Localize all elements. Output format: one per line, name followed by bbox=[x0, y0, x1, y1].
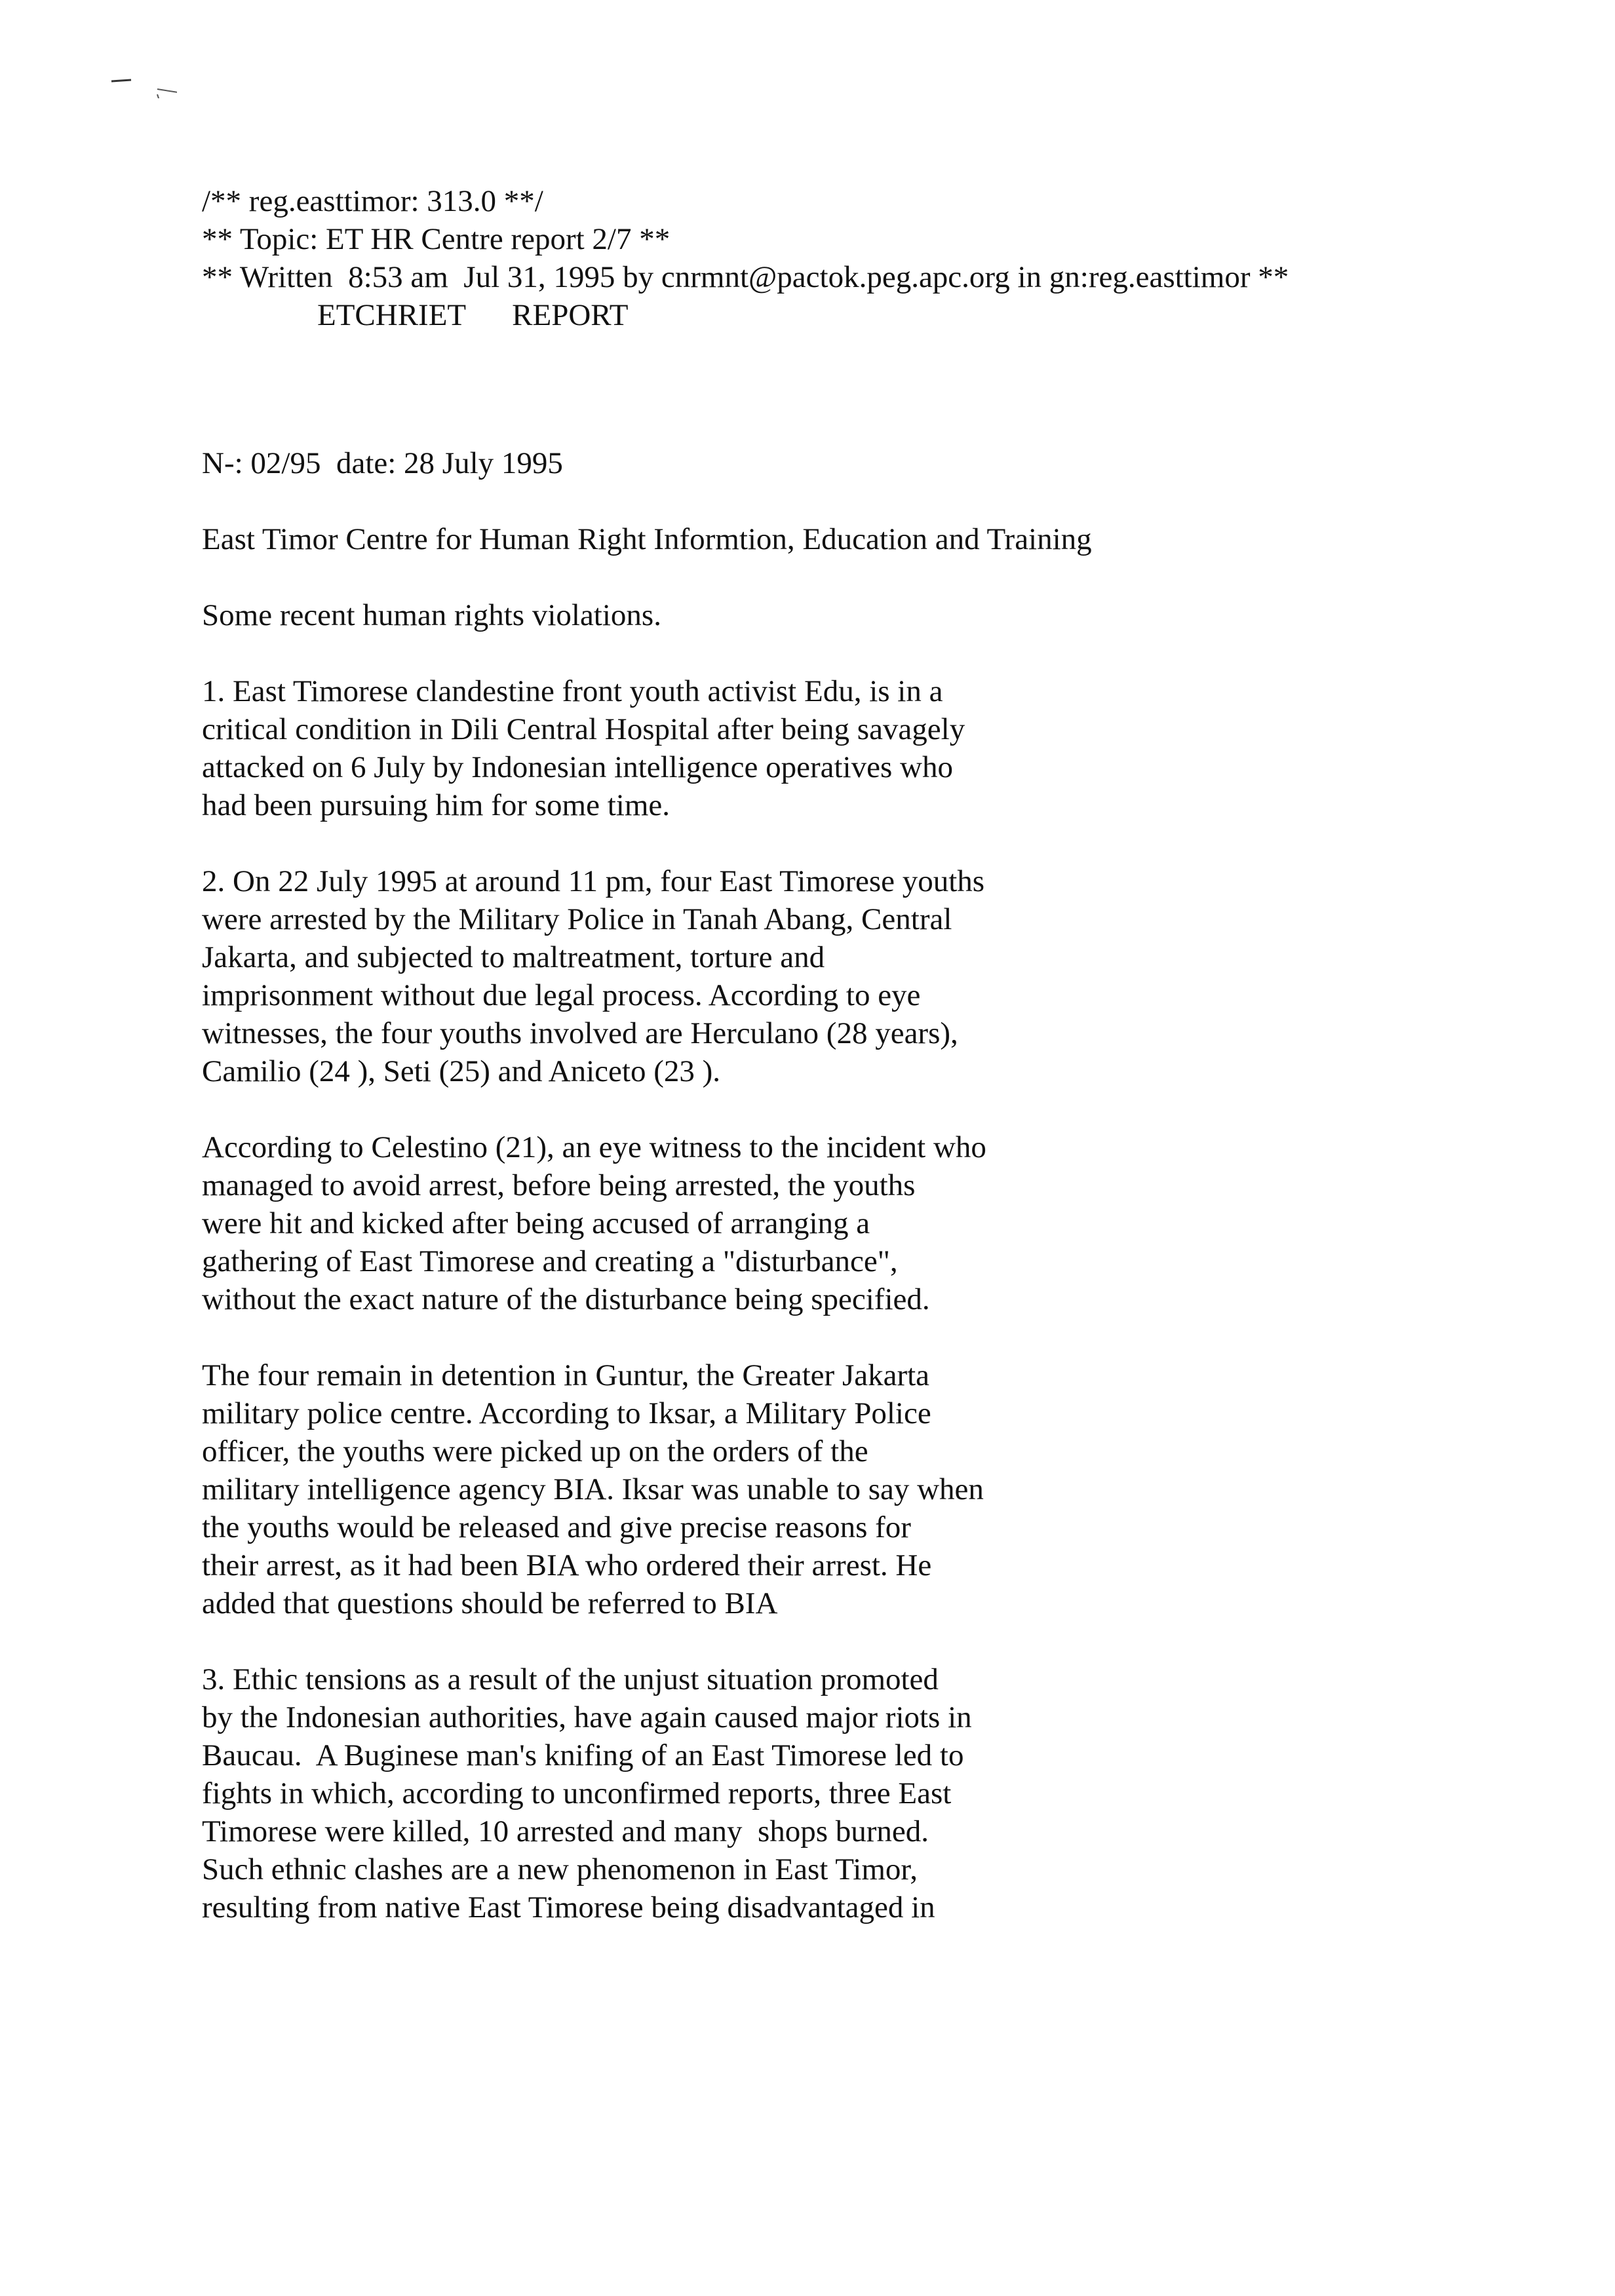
report-title-part: REPORT bbox=[512, 298, 629, 332]
paragraph bbox=[202, 596, 1447, 634]
text-line: their arrest, as it had been BIA who ordered their arrest. He bbox=[202, 1548, 932, 1582]
text-line: N-: 02/95 date: 28 July 1995 bbox=[202, 446, 563, 480]
paragraph bbox=[202, 1660, 1447, 1926]
text-line: Jakarta, and subjected to maltreatment, torture and bbox=[202, 940, 825, 974]
text-line: resulting from native East Timorese being disadvantaged in bbox=[202, 1890, 935, 1924]
text-line: were hit and kicked after being accused of arranging a bbox=[202, 1206, 870, 1240]
text-line: 3. Ethic tensions as a result of the unjust situation promoted bbox=[202, 1662, 939, 1696]
text-line: military police centre. According to Iksar, a Military Police bbox=[202, 1396, 931, 1430]
header-line: ** Topic: ET HR Centre report 2/7 ** bbox=[202, 222, 671, 256]
report-title-part: ETCHRIET bbox=[317, 298, 467, 332]
text-line: Such ethnic clashes are a new phenomenon in East Timor, bbox=[202, 1852, 918, 1886]
text-line: witnesses, the four youths involved are Herculano (28 years), bbox=[202, 1016, 958, 1050]
paragraph bbox=[202, 444, 1447, 482]
paragraph bbox=[202, 1356, 1447, 1622]
text-line: without the exact nature of the disturbance being specified. bbox=[202, 1282, 930, 1316]
text-line: military intelligence agency BIA. Iksar was unable to say when bbox=[202, 1472, 984, 1506]
text-line: managed to avoid arrest, before being arrested, the youths bbox=[202, 1168, 916, 1202]
text-line: Some recent human rights violations. bbox=[202, 598, 661, 632]
text-line: Camilio (24 ), Seti (25) and Aniceto (23 ). bbox=[202, 1054, 721, 1088]
text-line: added that questions should be referred to BIA bbox=[202, 1586, 778, 1620]
text-line: gathering of East Timorese and creating a "disturbance", bbox=[202, 1244, 898, 1278]
paragraph bbox=[202, 672, 1447, 824]
text-line: According to Celestino (21), an eye witness to the incident who bbox=[202, 1130, 986, 1164]
text-line: had been pursuing him for some time. bbox=[202, 788, 670, 822]
text-line: critical condition in Dili Central Hospital after being savagely bbox=[202, 712, 965, 746]
report-body bbox=[202, 444, 1447, 1964]
text-line: by the Indonesian authorities, have again caused major riots in bbox=[202, 1700, 972, 1734]
text-line: The four remain in detention in Guntur, the Greater Jakarta bbox=[202, 1358, 930, 1392]
text-line: 1. East Timorese clandestine front youth activist Edu, is in a bbox=[202, 674, 943, 708]
text-line: attacked on 6 July by Indonesian intelligence operatives who bbox=[202, 750, 953, 784]
paragraph bbox=[202, 1128, 1447, 1318]
text-line: 2. On 22 July 1995 at around 11 pm, four East Timorese youths bbox=[202, 864, 985, 898]
scan-artifact-mark bbox=[33, 33, 177, 98]
text-line: Baucau. A Buginese man's knifing of an East Timorese led to bbox=[202, 1738, 964, 1772]
paragraph bbox=[202, 520, 1447, 558]
text-line: imprisonment without due legal process. According to eye bbox=[202, 978, 921, 1012]
paragraph bbox=[202, 862, 1447, 1090]
header-line: /** reg.easttimor: 313.0 **/ bbox=[202, 184, 543, 218]
report-title bbox=[202, 296, 1513, 334]
message-header bbox=[202, 182, 1513, 334]
text-line: fights in which, according to unconfirmed reports, three East bbox=[202, 1776, 952, 1810]
text-line: were arrested by the Military Police in Tanah Abang, Central bbox=[202, 902, 952, 936]
text-line: the youths would be released and give precise reasons for bbox=[202, 1510, 911, 1544]
header-line: ** Written 8:53 am Jul 31, 1995 by cnrmnt@pactok.peg.apc.org in gn:reg.easttimor ** bbox=[202, 260, 1289, 294]
text-line: officer, the youths were picked up on the orders of the bbox=[202, 1434, 868, 1468]
text-line: Timorese were killed, 10 arrested and many shops burned. bbox=[202, 1814, 929, 1848]
text-line: East Timor Centre for Human Right Informtion, Education and Training bbox=[202, 522, 1092, 556]
